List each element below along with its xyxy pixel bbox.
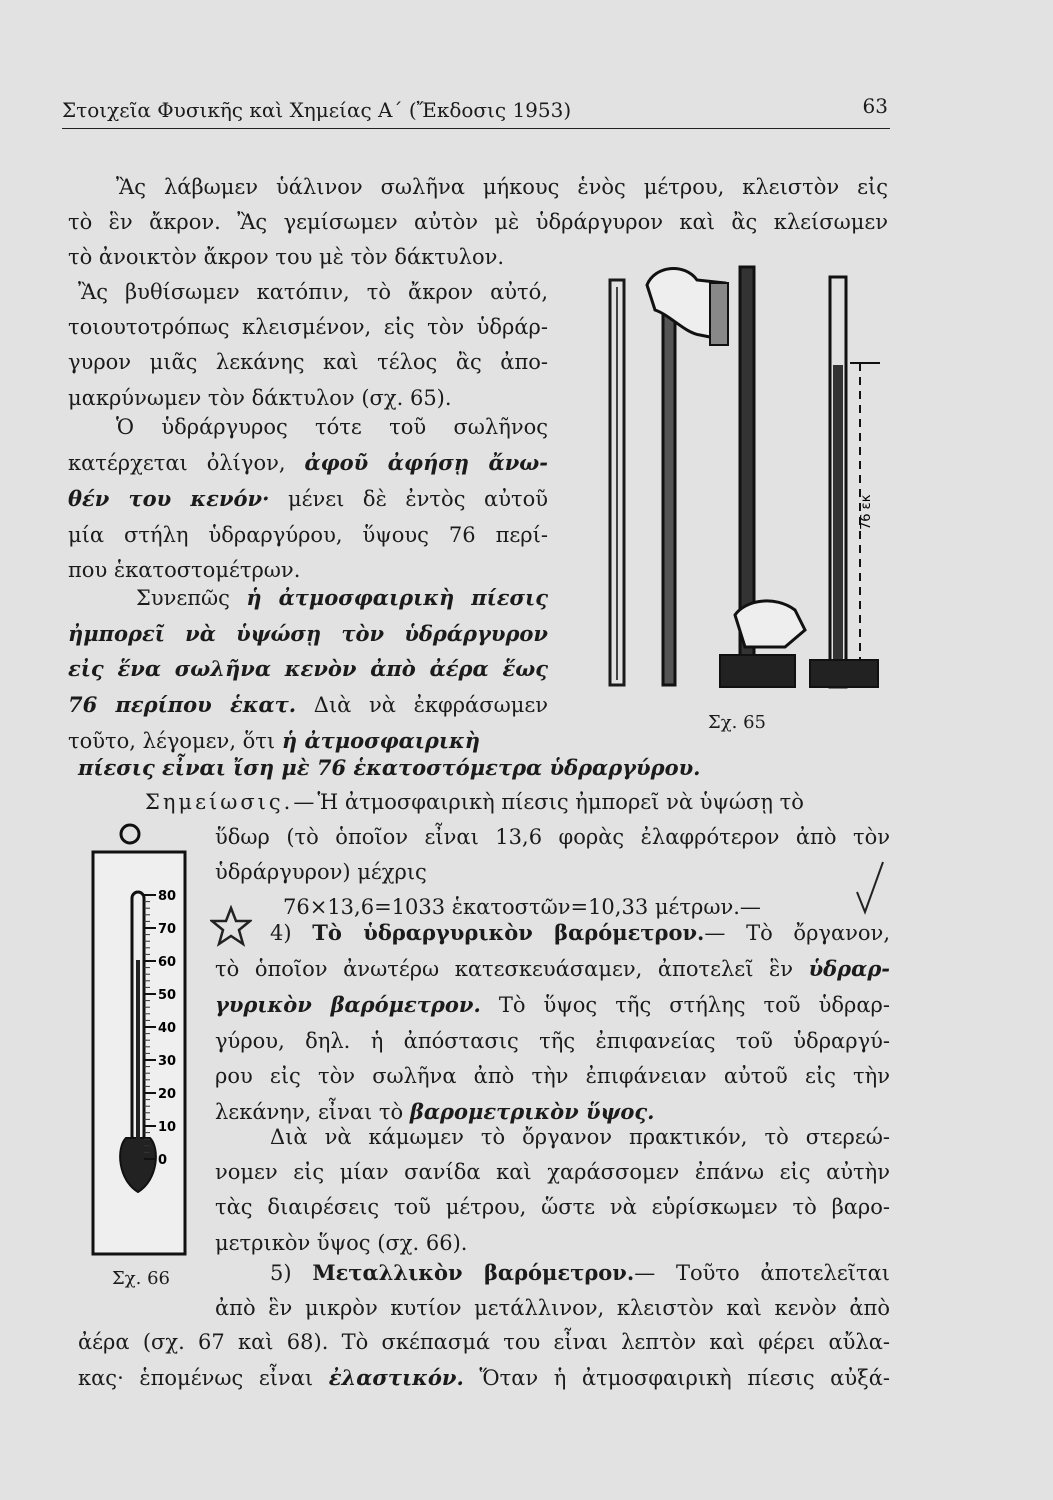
text-span: Ἡ ἀτμοσφαιρικὴ πίεσις ἠμπορεῖ νὰ ὑψώσῃ τὸ xyxy=(317,790,804,814)
text-line: ἠμπορεῖ νὰ ὑψώσῃ τὸν ὑδράργυρον xyxy=(68,621,548,647)
text-line: ἀπὸ ἓν μικρὸν κυτίον μετάλλινον, κλειστὸν καὶ κενὸν ἀπὸ xyxy=(215,1296,890,1321)
header-title: Στοιχεῖα Φυσικῆς καὶ Χημείας Α΄ (Ἔκδοσις 1953) xyxy=(62,98,572,122)
emphasis: ὑδραρ- xyxy=(808,956,890,982)
paragraph-3 xyxy=(68,580,548,759)
page-number: 63 xyxy=(862,94,888,118)
section-number: 5) xyxy=(270,1261,292,1285)
text-line xyxy=(68,687,548,723)
emphasis: γυρικὸν βαρόμετρον. xyxy=(215,992,481,1018)
text-span: Διὰ νὰ ἐκφράσωμεν xyxy=(313,692,548,717)
text-span: — Τοῦτο ἀποτελεῖται xyxy=(634,1261,890,1285)
paragraph-2 xyxy=(68,410,548,588)
text-line: ὕδωρ (τὸ ὁποῖον εἶναι 13,6 φορὰς ἐλαφρότερον ἀπὸ τὸν xyxy=(215,825,890,849)
scale-label: 60 xyxy=(158,955,177,970)
text-line: νομεν εἰς μίαν σανίδα καὶ χαράσσομεν ἐπάνω εἰς αὐτὴν xyxy=(215,1160,890,1185)
running-header xyxy=(62,92,890,129)
scale-label: 40 xyxy=(158,1021,177,1036)
scale-label: 20 xyxy=(158,1087,177,1102)
text-span: μένει δὲ ἐντὸς αὐτοῦ xyxy=(287,487,548,512)
text-span: κας· ἑπομένως εἶναι xyxy=(78,1366,314,1391)
text-line xyxy=(215,1255,890,1291)
scale-label: 30 xyxy=(158,1054,177,1069)
mercury-basin-2 xyxy=(810,660,878,687)
text-line: Ἂς βυθίσωμεν κατόπιν, τὸ ἄκρον αὐτό, xyxy=(78,280,548,304)
star-icon xyxy=(210,905,252,947)
sleeve-cuff xyxy=(710,283,728,345)
emphasis: θέν του κενόν· xyxy=(68,486,270,512)
text-span: Συνεπῶς xyxy=(136,586,230,610)
text-span: λεκάνην, εἶναι τὸ xyxy=(215,1100,404,1125)
text-line: ρου εἰς τὸν σωλῆνα ἀπὸ τὴν ἐπιφάνειαν αὐτοῦ εἰς τὴν xyxy=(215,1063,890,1088)
scale-label: 0 xyxy=(158,1153,168,1168)
text-line xyxy=(215,987,890,1023)
text-line xyxy=(68,580,548,616)
section-number: 4) xyxy=(270,921,292,945)
emphasis: ἡ ἀτμοσφαιρικὴ xyxy=(281,727,481,753)
text-span: — Τὸ ὄργανον, xyxy=(704,921,890,945)
text-span: τοῦτο, λέγομεν, ὅτι xyxy=(68,728,276,753)
hand-figure xyxy=(735,601,805,647)
text-line: Διὰ νὰ κάμωμεν τὸ ὄργανον πρακτικόν, τὸ στερεώ- xyxy=(270,1125,890,1149)
text-line: γυρον μιᾶς λεκάνης καὶ τέλος ἂς ἀπο- xyxy=(68,350,548,375)
text-line: πίεσις εἶναι ἴση μὲ 76 ἑκατοστόμετρα ὑδραργύρου. xyxy=(78,755,701,780)
note-block-cont xyxy=(215,820,890,926)
check-mark-icon xyxy=(855,860,885,915)
paragraph-1-cont xyxy=(68,275,548,416)
height-label: 76 εκ xyxy=(859,494,874,530)
scale-label: 50 xyxy=(158,988,177,1003)
text-line xyxy=(68,481,548,517)
section-5 xyxy=(215,1255,890,1326)
paragraph-5 xyxy=(215,1120,890,1261)
text-line: 76×13,6=1033 ἑκατοστῶν=10,33 μέτρων.— xyxy=(283,895,761,920)
text-line: εἰς ἕνα σωλῆνα κενὸν ἀπὸ ἀέρα ἕως xyxy=(68,656,548,682)
emphasis: ἀφοῦ ἀφήσῃ ἄνω- xyxy=(304,450,548,476)
text-line: ἀέρα (σχ. 67 καὶ 68). Τὸ σκέπασμά του εἶναι λεπτὸν καὶ φέρει αὔλα- xyxy=(78,1330,890,1354)
note-label: Σημείωσις.— xyxy=(145,790,318,814)
section-title: Μεταλλικὸν βαρόμετρον. xyxy=(312,1260,635,1285)
text-line: τὸ ἀνοικτὸν ἄκρον του μὲ τὸν δάκτυλον. xyxy=(68,245,505,270)
text-span: Ὅταν ἡ ἀτμοσφαιρικὴ πίεσις αὐξά- xyxy=(479,1366,890,1391)
figure-66-thermometer-board xyxy=(88,820,198,1260)
text-line xyxy=(68,445,548,481)
emphasis: ἐλαστικόν. xyxy=(328,1365,464,1391)
scale-label: 70 xyxy=(158,922,177,937)
emphasis: βαρομετρικὸν ὕψος. xyxy=(409,1099,655,1125)
figure-66-caption: Σχ. 66 xyxy=(112,1268,170,1289)
emphasis: ἡ ἀτμοσφαιρικὴ πίεσις xyxy=(246,585,548,610)
mercury-column xyxy=(833,365,843,665)
hanging-ring xyxy=(121,825,139,843)
text-line: ὑδράργυρον) μέχρις xyxy=(215,860,427,885)
text-span: τὸ ὁποῖον ἀνωτέρω κατεσκευάσαμεν, ἀποτελεῖ ἓν xyxy=(215,957,794,982)
text-line xyxy=(78,1360,890,1396)
text-line xyxy=(215,951,890,987)
section-title: Τὸ ὑδραργυρικὸν βαρόμετρον. xyxy=(312,920,705,945)
text-line: Ἂς λάβωμεν ὑάλινον σωλῆνα μήκους ἑνὸς μέτρου, κλειστὸν εἰς xyxy=(116,175,888,199)
text-line: τὸ ἓν ἄκρον. Ἂς γεμίσωμεν αὐτὸν μὲ ὑδράργυρον καὶ ἂς κλείσωμεν xyxy=(68,210,888,235)
text-line: μακρύνωμεν τὸν δάκτυλον (σχ. 65). xyxy=(68,385,452,410)
text-line: γύρου, δηλ. ἡ ἀπόστασις τῆς ἐπιφανείας τοῦ ὑδραργύ- xyxy=(215,1028,890,1053)
text-line xyxy=(145,785,890,820)
scale-label: 10 xyxy=(158,1120,177,1135)
text-line xyxy=(215,915,890,951)
figure-65-torricelli-tubes xyxy=(585,255,890,695)
text-line: μετρικὸν ὕψος (σχ. 66). xyxy=(215,1230,468,1255)
figure-65-caption: Σχ. 65 xyxy=(708,712,766,733)
scale-label: 80 xyxy=(158,889,177,904)
text-span: Τὸ ὕψος τῆς στήλης τοῦ ὑδραρ- xyxy=(498,993,890,1018)
text-span: κατέρχεται ὀλίγον, xyxy=(68,451,286,476)
glass-tube-2 xyxy=(663,295,675,685)
section-5-cont xyxy=(78,1325,890,1396)
mercury-basin-1 xyxy=(720,655,795,687)
paragraph-3-end xyxy=(78,750,838,785)
note-block xyxy=(145,785,890,820)
text-line: μία στήλη ὑδραργύρου, ὕψους 76 περί- xyxy=(68,522,548,547)
emphasis: 76 περίπου ἑκατ. xyxy=(68,691,297,717)
text-line: τοιουτοτρόπως κλεισμένον, εἰς τὸν ὑδράρ- xyxy=(68,315,548,340)
text-line: τὰς διαιρέσεις τοῦ μέτρου, ὥστε νὰ εὑρίσκωμεν τὸ βαρο- xyxy=(215,1195,890,1220)
text-line: Ὁ ὑδράργυρος τότε τοῦ σωλῆνος xyxy=(116,415,548,439)
text-line: που ἑκατοστομέτρων. xyxy=(68,557,301,582)
section-4 xyxy=(215,915,890,1130)
